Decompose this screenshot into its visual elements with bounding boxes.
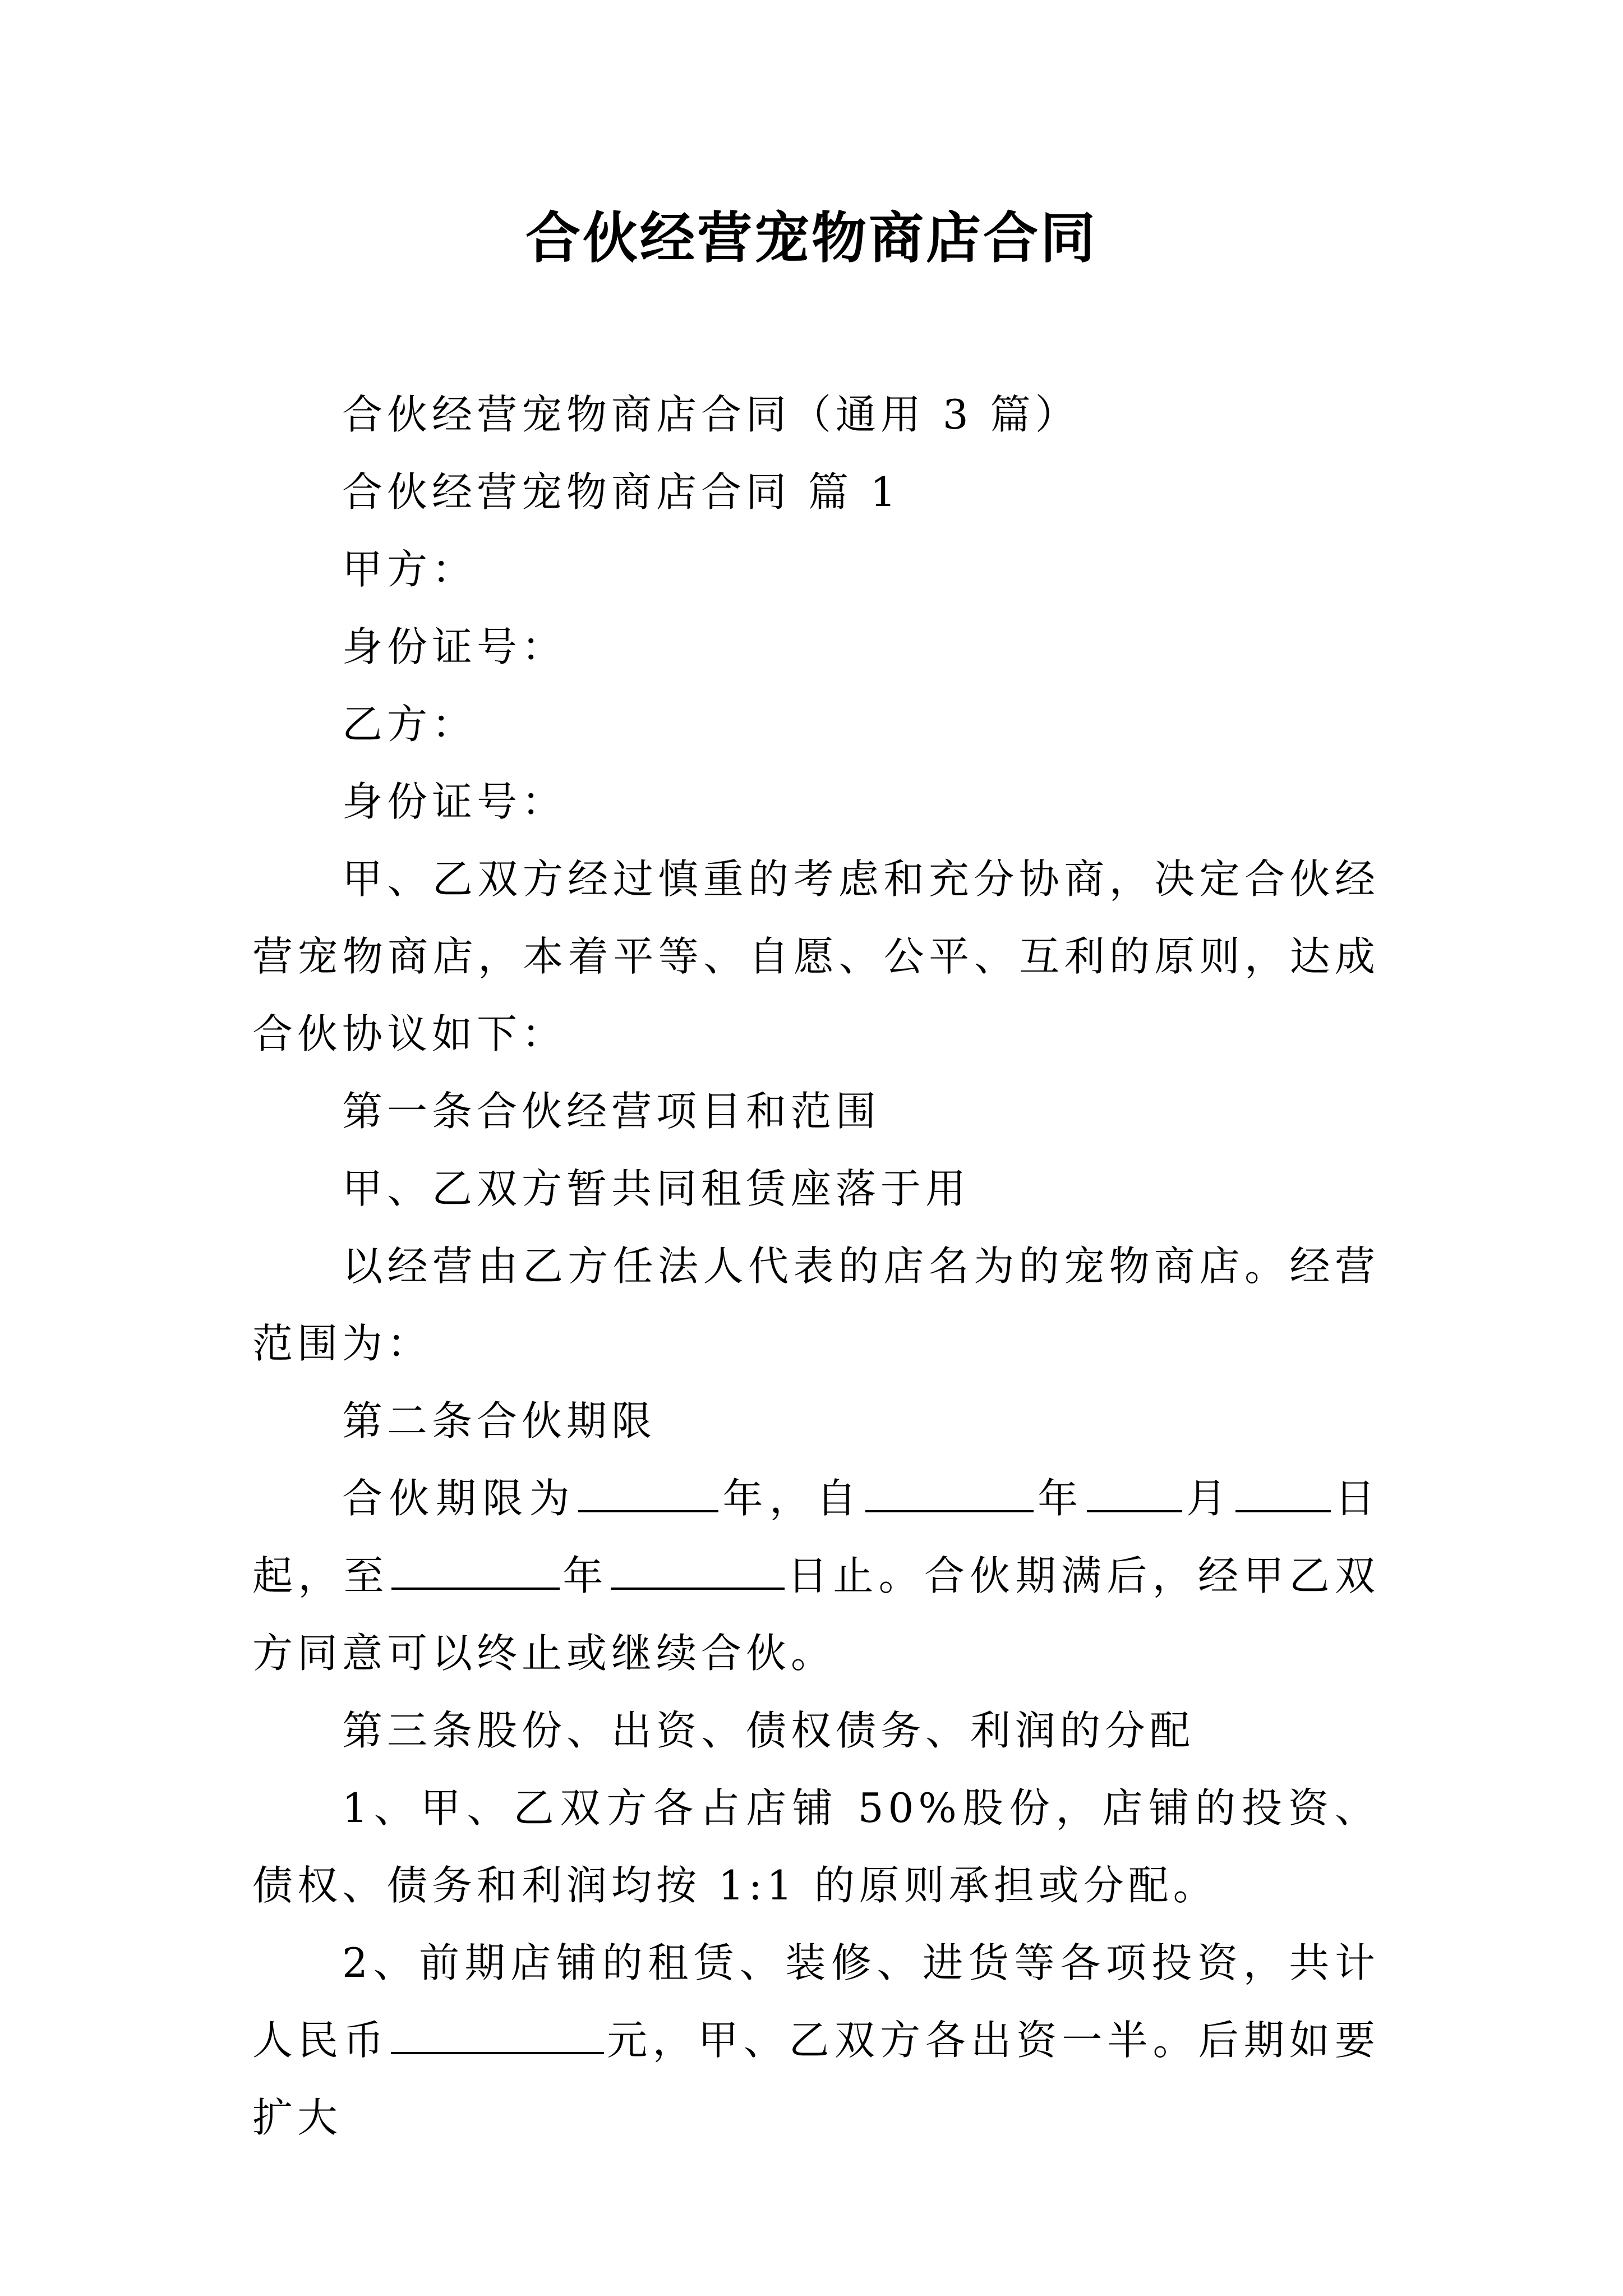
article-2-text-6: 年 xyxy=(562,1552,608,1599)
term-years-blank xyxy=(578,1471,718,1512)
start-day-blank xyxy=(1235,1471,1331,1512)
end-year-blank xyxy=(391,1548,560,1590)
document-body xyxy=(252,376,1380,2156)
article-3-p2-text-1: 2、前期店铺的租赁、装修、进货等各项投资，共计人民币 xyxy=(252,1939,1380,2064)
section-heading: 合伙经营宠物商店合同 篇 1 xyxy=(342,468,901,516)
party-a-id-label: 身份证号： xyxy=(342,623,567,670)
article-2-text-3: 年 xyxy=(1035,1475,1085,1522)
article-3-p2-text-2: 元，甲、乙双方各出资一半。后期如要扩大 xyxy=(252,2017,1380,2141)
start-year-blank xyxy=(865,1471,1034,1512)
article-2-text-4: 月 xyxy=(1184,1475,1233,1522)
article-3-paragraph-2 xyxy=(252,1924,1380,2156)
document-subtitle: 合伙经营宠物商店合同（通用 3 篇） xyxy=(342,391,1080,438)
investment-amount-blank xyxy=(391,2013,604,2054)
intro-paragraph: 甲、乙双方经过慎重的考虑和充分协商，决定合伙经营宠物商店，本着平等、自愿、公平、互利的原则，达成合伙协议如下： xyxy=(252,855,1380,1057)
start-month-blank xyxy=(1087,1471,1182,1512)
article-2-paragraph xyxy=(252,1460,1380,1692)
article-1-title: 第一条合伙经营项目和范围 xyxy=(342,1088,881,1135)
article-2-text-7: 日止。合伙期满后，经甲乙双方同意可以终止或继续合伙。 xyxy=(252,1552,1380,1677)
article-2-text-1: 合伙期限为 xyxy=(342,1475,577,1522)
party-a-label: 甲方： xyxy=(342,546,477,593)
article-1-paragraph-2: 以经营由乙方任法人代表的店名为的宠物商店。经营范围为： xyxy=(252,1243,1380,1367)
article-3-paragraph-1: 1、甲、乙双方各占店铺 50%股份，店铺的投资、债权、债务和利润均按 1:1 的原则承担或分配。 xyxy=(252,1784,1380,1909)
article-2-text-5: 日起，至 xyxy=(252,1475,1380,1599)
article-1-paragraph-1: 甲、乙双方暂共同租赁座落于用 xyxy=(342,1165,971,1212)
end-day-blank xyxy=(611,1548,785,1590)
party-b-label: 乙方： xyxy=(342,701,477,748)
article-3-title: 第三条股份、出资、债权债务、利润的分配 xyxy=(342,1707,1195,1754)
party-b-id-label: 身份证号： xyxy=(342,778,567,825)
document-title: 合伙经营宠物商店合同 xyxy=(525,206,1098,270)
article-2-title: 第二条合伙期限 xyxy=(342,1397,657,1444)
article-2-text-2: 年，自 xyxy=(721,1475,863,1522)
